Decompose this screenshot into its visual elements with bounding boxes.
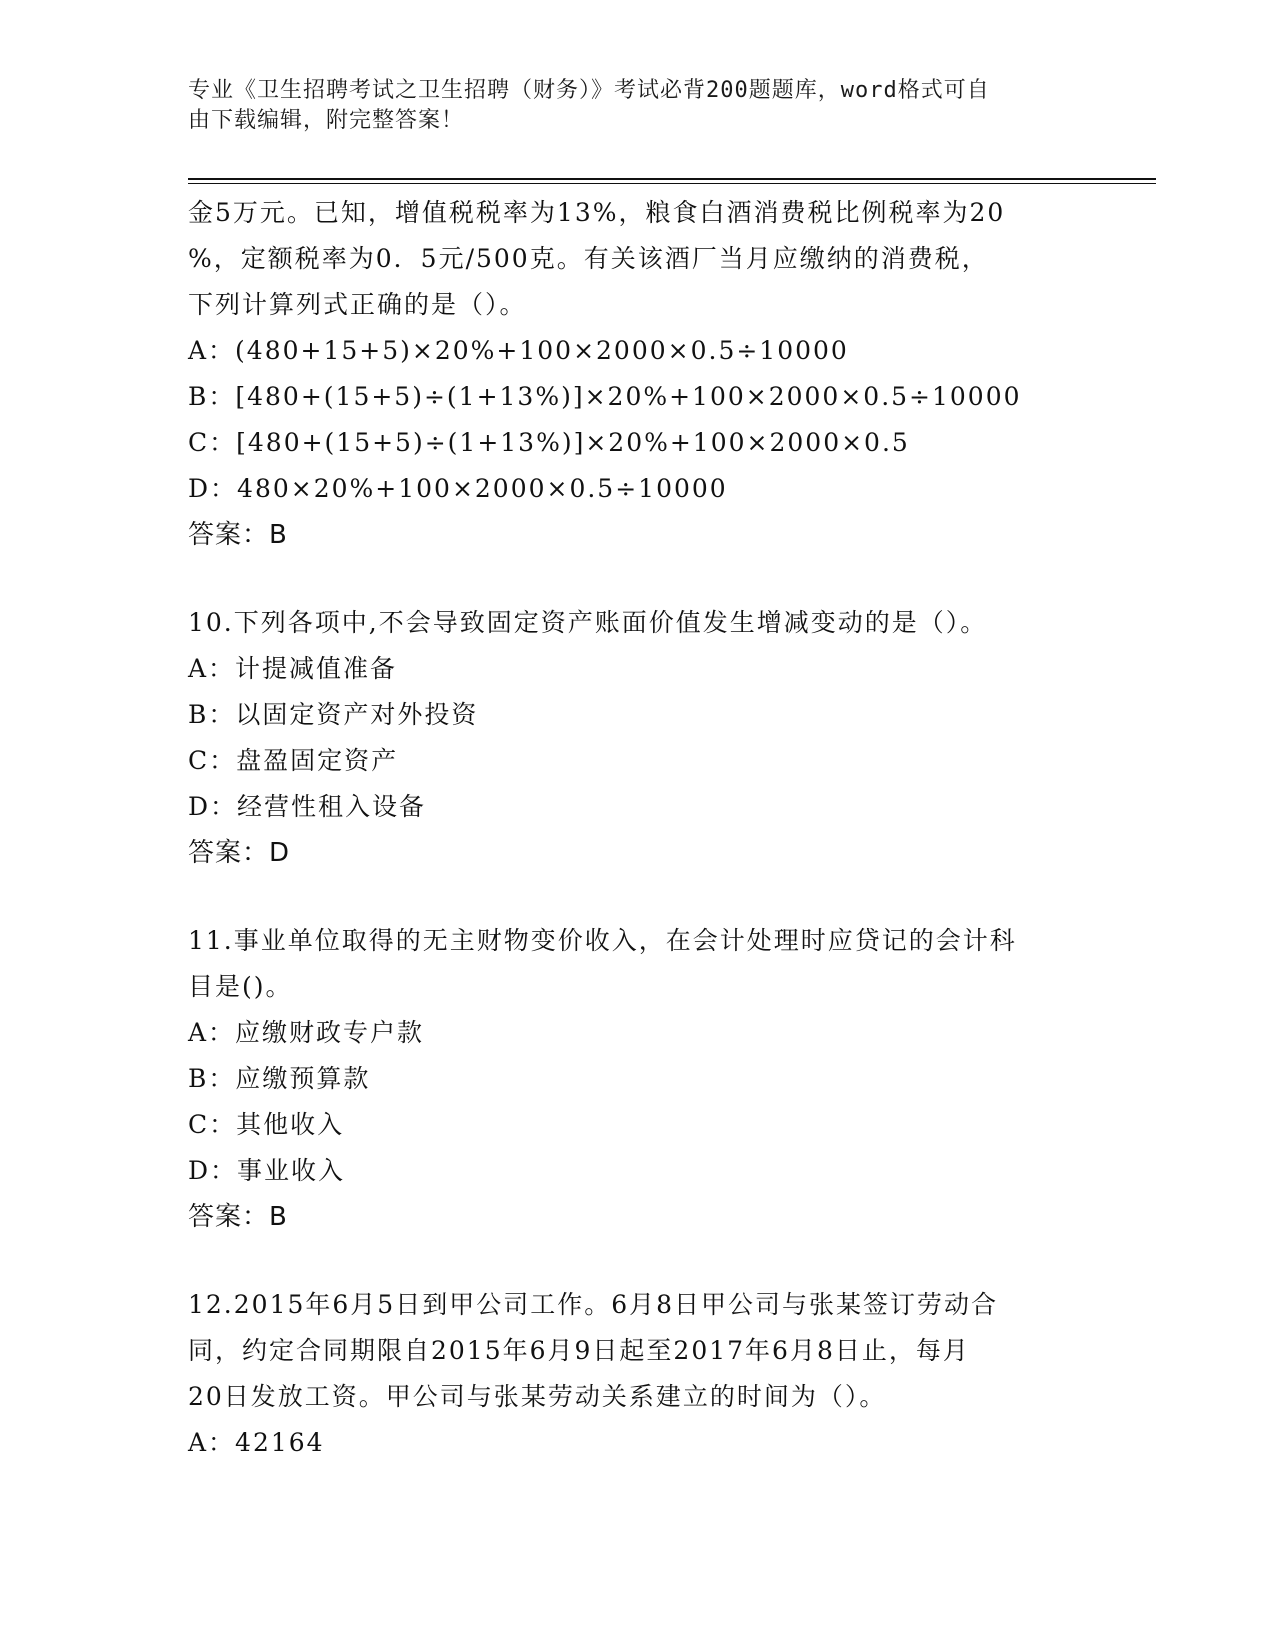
answer-label: 答案：B bbox=[188, 520, 288, 550]
option-b: B：应缴预算款 bbox=[188, 1064, 371, 1093]
spacer bbox=[188, 1240, 1088, 1282]
option-a: A：应缴财政专户款 bbox=[188, 1018, 425, 1047]
question-text-line: 12.2015年6月5日到甲公司工作。6月8日甲公司与张某签订劳动合 bbox=[188, 1290, 999, 1319]
option-c: C：[480+(15+5)÷(1+13%)]×20%+100×2000×0.5 bbox=[188, 428, 910, 457]
option-d: D：480×20%+100×2000×0.5÷10000 bbox=[188, 474, 728, 503]
option-d: D：事业收入 bbox=[188, 1156, 346, 1185]
question-continued bbox=[188, 190, 1088, 558]
question-text-line: 金5万元。已知，增值税税率为13%，粮食白酒消费税比例税率为20 bbox=[188, 198, 1006, 227]
question-text-line: %，定额税率为0．5元/500克。有关该酒厂当月应缴纳的消费税， bbox=[188, 244, 989, 273]
header-line-2: 由下载编辑，附完整答案！ bbox=[188, 108, 465, 133]
option-a: A：42164 bbox=[188, 1428, 325, 1457]
spacer bbox=[188, 558, 1088, 600]
option-a: A：计提减值准备 bbox=[188, 654, 398, 683]
option-c: C：盘盈固定资产 bbox=[188, 746, 399, 775]
header-rule-thin bbox=[188, 183, 1156, 184]
option-b: B：[480+(15+5)÷(1+13%)]×20%+100×2000×0.5÷10000 bbox=[188, 382, 1022, 411]
document-header bbox=[188, 76, 1068, 136]
question-text-line: 下列计算列式正确的是（）。 bbox=[188, 290, 527, 319]
option-a: A：(480+15+5)×20%+100×2000×0.5÷10000 bbox=[188, 336, 849, 365]
question-text-line: 20日发放工资。甲公司与张某劳动关系建立的时间为（）。 bbox=[188, 1382, 887, 1411]
question-11 bbox=[188, 918, 1088, 1240]
option-d: D：经营性租入设备 bbox=[188, 792, 427, 821]
question-text-line: 同，约定合同期限自2015年6月9日起至2017年6月8日止，每月 bbox=[188, 1336, 970, 1365]
header-line-1: 专业《卫生招聘考试之卫生招聘（财务）》考试必背200题题库，word格式可自 bbox=[188, 78, 990, 103]
option-b: B：以固定资产对外投资 bbox=[188, 700, 479, 729]
answer-label: 答案：D bbox=[188, 838, 291, 868]
option-c: C：其他收入 bbox=[188, 1110, 345, 1139]
question-text-line: 10.下列各项中,不会导致固定资产账面价值发生增减变动的是（）。 bbox=[188, 608, 988, 637]
question-12 bbox=[188, 1282, 1088, 1466]
question-10 bbox=[188, 600, 1088, 876]
document-body bbox=[188, 190, 1088, 1466]
header-rule-thick bbox=[188, 178, 1156, 180]
question-text-line: 目是()。 bbox=[188, 972, 293, 1001]
question-text-line: 11.事业单位取得的无主财物变价收入，在会计处理时应贷记的会计科 bbox=[188, 926, 1017, 955]
spacer bbox=[188, 876, 1088, 918]
answer-label: 答案：B bbox=[188, 1202, 288, 1232]
